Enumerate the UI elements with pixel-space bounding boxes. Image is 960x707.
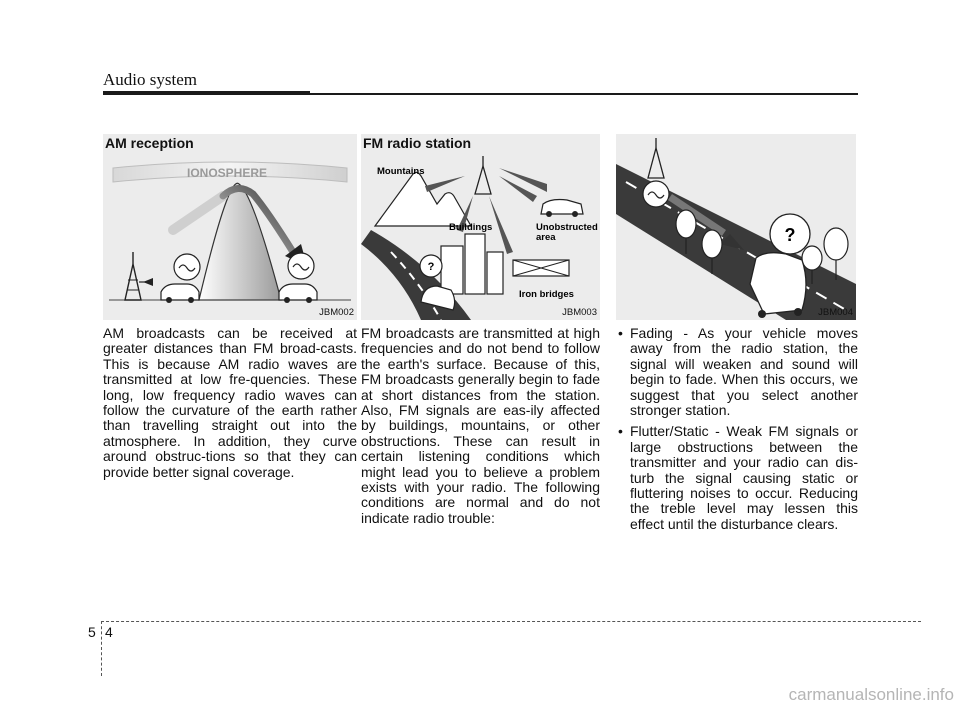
radio-tower-icon bbox=[475, 156, 491, 194]
am-broadcast-paragraph: AM broadcasts can be received at greater distances than FM broad-casts. This is because AM radio waves are transmitted at low fre-quencies. These long, low frequency radio waves can follow the curvature of the earth rather than travelling straight out into the atmosphere. In addition, they curve around obstruc-tions so that they can provide better signal coverage. bbox=[103, 325, 357, 480]
buildings-label: Buildings bbox=[449, 222, 493, 233]
radio-tower-icon bbox=[125, 252, 141, 300]
radio-tower-icon bbox=[648, 138, 664, 178]
figure-title: AM reception bbox=[105, 135, 194, 151]
page-header-title: Audio system bbox=[103, 70, 197, 89]
figure-title: FM radio station bbox=[363, 135, 472, 151]
figure-code: JBM004 bbox=[818, 307, 853, 318]
header-rule-thick bbox=[103, 91, 310, 95]
unobstructed-area-label: area bbox=[536, 232, 556, 243]
iron-bridges-label: Iron bridges bbox=[519, 289, 574, 300]
chapter-number: 5 bbox=[88, 624, 96, 640]
figure-fm-radio-station bbox=[361, 134, 600, 320]
unobstructed-label: Unobstructed bbox=[536, 222, 598, 233]
footer-vertical-rule bbox=[101, 621, 102, 676]
footer-rule bbox=[101, 621, 921, 622]
question-mark: ? bbox=[784, 225, 796, 245]
page-number: 4 bbox=[105, 624, 113, 640]
am-reception-illustration bbox=[103, 134, 357, 320]
figure-code: JBM002 bbox=[319, 307, 354, 318]
list-item-fading: • Fading - As your vehicle moves away from the radio station, the signal will weaken and sound will begin to fade. When this occurs, we suggest that you select another stronger station. bbox=[616, 326, 858, 418]
watermark: carmanualsonline.info bbox=[788, 685, 954, 704]
list-item-flutter-static: • Flutter/Static - Weak FM signals or large obstructions between the transmitter and your radio can dis-turb the signal causing static or fluttering noises to occur. Reducing the treble level may lessen this effect until the disturbance clears. bbox=[616, 424, 858, 532]
mountains-label: Mountains bbox=[377, 166, 425, 177]
question-mark: ? bbox=[427, 261, 435, 273]
ionosphere-label: IONOSPHERE bbox=[186, 166, 268, 180]
iron-bridge-icon bbox=[513, 260, 569, 276]
header-rule-thin bbox=[310, 93, 858, 95]
buildings-icon bbox=[441, 234, 503, 294]
fm-broadcast-paragraph: FM broadcasts are transmitted at high frequencies and do not bend to follow the earth's surface. Because of this, FM broadcasts generally begin to fade at short distances from the station. Also, FM signals are eas-ily affected by buildings, mountains, or other obstructions. These can result in certain listening conditions which might lead you to believe a problem exists with your radio. The following conditions are normal and do not indicate radio trouble: bbox=[361, 325, 600, 526]
figure-am-reception bbox=[103, 134, 357, 320]
figure-fading bbox=[616, 134, 856, 320]
fading-illustration bbox=[616, 134, 856, 320]
fm-radio-station-illustration bbox=[361, 134, 600, 320]
fm-conditions-list bbox=[616, 326, 858, 538]
figure-code: JBM003 bbox=[562, 307, 597, 318]
car-icon bbox=[750, 253, 806, 318]
